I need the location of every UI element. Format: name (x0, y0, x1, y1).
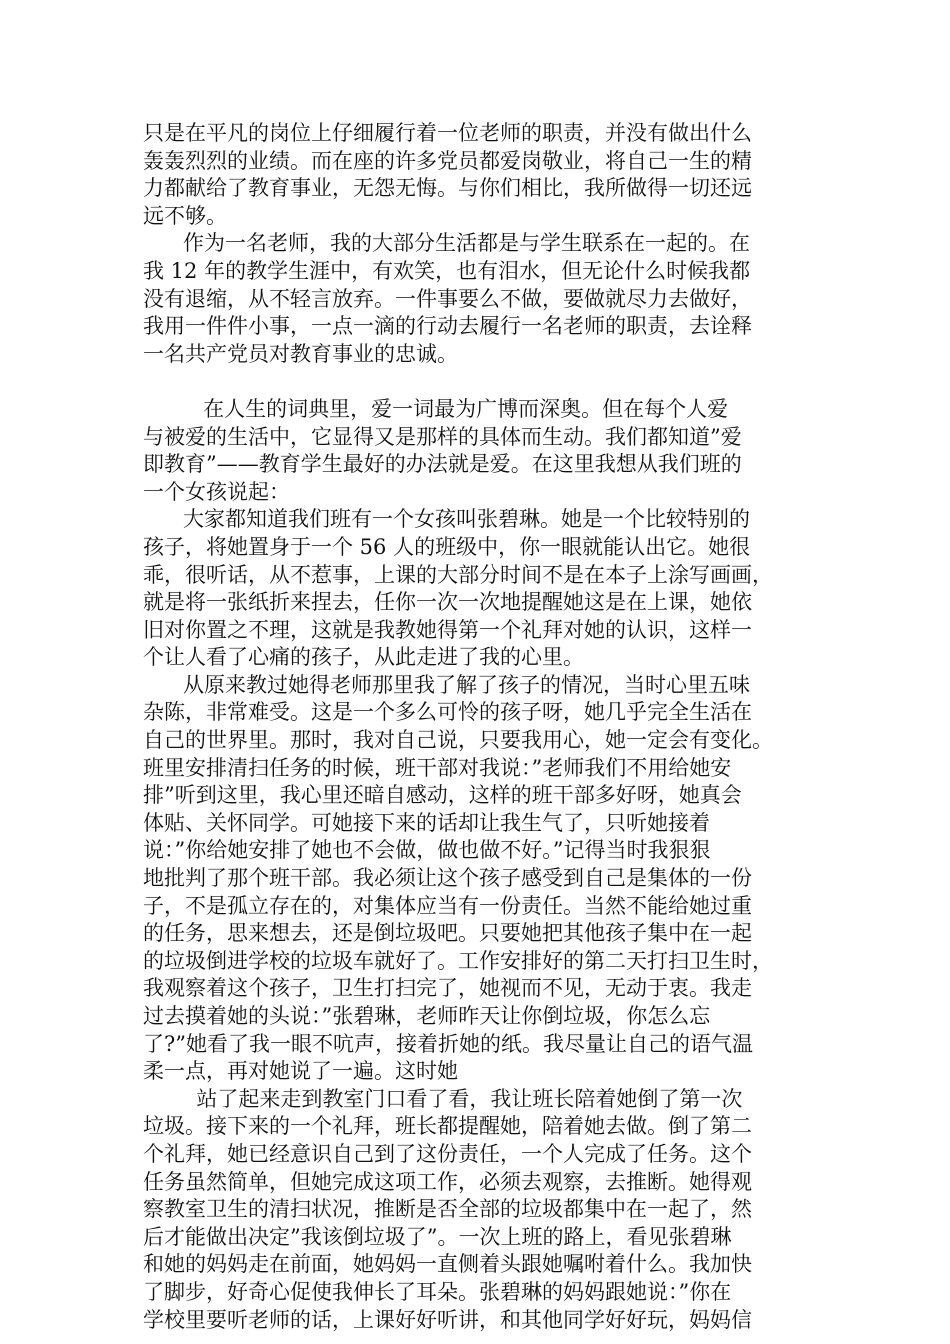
text-line: 我 12 年的教学生涯中，有欢笑，也有泪水，但无论什么时候我都 (143, 258, 751, 283)
text-line: 的任务，思来想去，还是倒垃圾吧。只要她把其他孩子集中在一起 (143, 921, 752, 946)
text-line: 远不够。 (143, 203, 227, 228)
text-line: 作为一名老师，我的大部分生活都是与学生联系在一起的。在 (143, 231, 751, 256)
document-body (143, 120, 811, 1334)
text-line: 大家都知道我们班有一个女孩叫张碧琳。她是一个比较特别的 (143, 507, 751, 532)
text-line: 任务虽然简单，但她完成这项工作，必须去观察，去推断。她得观 (143, 1169, 752, 1194)
text-line: 的垃圾倒进学校的垃圾车就好了。工作安排好的第二天打扫卫生时， (143, 948, 773, 973)
text-line: 杂陈，非常难受。这是一个多么可怜的孩子呀，她几乎完全生活在 (143, 700, 752, 725)
text-line: 个让人看了心痛的孩子，从此走进了我的心里。 (143, 645, 584, 670)
text-line: 班里安排清扫任务的时候，班干部对我说：”老师我们不用给她安 (143, 755, 732, 780)
text-line: 体贴、关怀同学。可她接下来的话却让我生气了，只听她接着 (143, 810, 710, 835)
text-line: 只是在平凡的岗位上仔细履行着一位老师的职责，并没有做出什么 (143, 121, 752, 145)
blank-line (143, 368, 811, 396)
text-line: 垃圾。接下来的一个礼拜，班长都提醒她，陪着她去做。倒了第二 (143, 1114, 752, 1139)
text-line: 旧对你置之不理，这就是我教她得第一个礼拜对她的认识，这样一 (143, 617, 752, 642)
text-line: 一名共产党员对教育事业的忠诚。 (143, 341, 458, 366)
text-line: 排”听到这里，我心里还暗自感动，这样的班干部多好呀，她真会 (143, 783, 742, 808)
text-line: 没有退缩，从不轻言放弃。一件事要么不做，要做就尽力去做好， (143, 286, 752, 311)
text-line: 了脚步，好奇心促使我伸长了耳朵。张碧琳的妈妈跟她说：”你在 (143, 1279, 732, 1304)
text-line: 自己的世界里。那时，我对自己说，只要我用心，她一定会有变化。 (143, 728, 773, 753)
text-line: 即教育”——教育学生最好的办法就是爱。在这里我想从我们班的 (143, 452, 742, 477)
text-line: 个礼拜，她已经意识自己到了这份责任，一个人完成了任务。这个 (143, 1141, 752, 1166)
text-line: 柔一点，再对她说了一遍。这时她 (143, 1059, 458, 1084)
text-line: 我观察着这个孩子，卫生打扫完了，她视而不见，无动于衷。我走 (143, 976, 752, 1001)
text-line: 说：”你给她安排了她也不会做，做也做不好。”记得当时我狠狠 (143, 838, 711, 863)
text-line: 轰轰烈烈的业绩。而在座的许多党员都爱岗敬业，将自己一生的精 (143, 148, 752, 173)
text-line: 就是将一张纸折来捏去，任你一次一次地提醒她这是在上课，她依 (143, 590, 752, 615)
text-line: 与被爱的生活中，它显得又是那样的具体而生动。我们都知道”爱 (143, 424, 742, 449)
text-line: 力都献给了教育事业，无怨无悔。与你们相比，我所做得一切还远 (143, 176, 752, 201)
text-line: 孩子，将她置身于一个 56 人的班级中，你一眼就能认出它。她很 (143, 534, 751, 559)
text-line: 和她的妈妈走在前面，她妈妈一直侧着头跟她嘱咐着什么。我加快 (143, 1252, 752, 1277)
text-line: 在人生的词典里，爱一词最为广博而深奥。但在每个人爱 (143, 396, 729, 421)
text-line: 了?”她看了我一眼不吭声，接着折她的纸。我尽量让自己的语气温 (143, 1031, 753, 1056)
text-line: 过去摸着她的头说：”张碧琳，老师昨天让你倒垃圾，你怎么忘 (143, 1004, 711, 1028)
text-line: 子，不是孤立存在的，对集体应当有一份责任。当然不能给她过重 (143, 893, 752, 918)
text-line: 从原来教过她得老师那里我了解了孩子的情况，当时心里五味 (143, 672, 751, 697)
text-line: 乖，很听话，从不惹事，上课的大部分时间不是在本子上涂写画画， (143, 562, 773, 587)
text-line: 学校里要听老师的话，上课好好听讲，和其他同学好好玩，妈妈信 (143, 1307, 752, 1332)
text-line: 我用一件件小事，一点一滴的行动去履行一名老师的职责，去诠释 (143, 314, 752, 339)
text-line: 站了起来走到教室门口看了看，我让班长陪着她倒了第一次 (143, 1086, 743, 1111)
text-line: 察教室卫生的清扫状况，推断是否全部的垃圾都集中在一起了，然 (143, 1197, 752, 1222)
text-line: 一个女孩说起： (143, 479, 290, 504)
text-line: 后才能做出决定”我该倒垃圾了”。一次上班的路上，看见张碧琳 (143, 1224, 732, 1249)
text-line: 地批判了那个班干部。我必须让这个孩子感受到自己是集体的一份 (143, 866, 752, 891)
